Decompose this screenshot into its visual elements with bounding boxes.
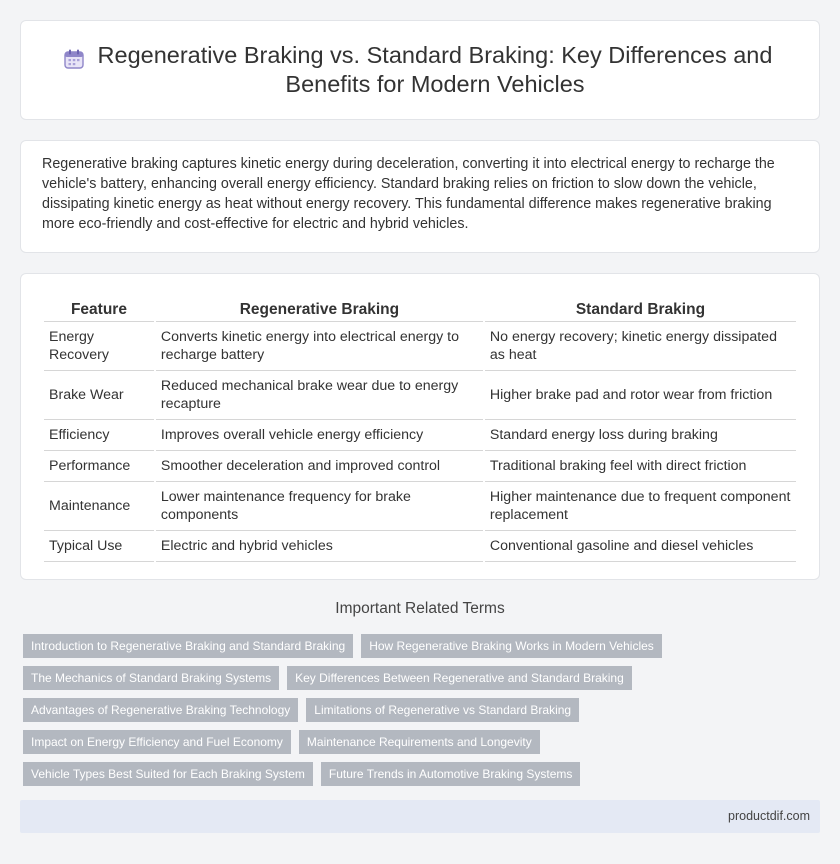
comparison-table-card (20, 273, 820, 580)
related-tag-link[interactable]: Impact on Energy Efficiency and Fuel Economy (23, 730, 291, 754)
column-header-regenerative: Regenerative Braking (156, 296, 483, 322)
table-cell-feature: Efficiency (44, 420, 154, 451)
table-cell-regenerative: Lower maintenance frequency for brake components (156, 482, 483, 531)
related-tag-link[interactable]: Key Differences Between Regenerative and Standard Braking (287, 666, 632, 690)
table-cell-regenerative: Electric and hybrid vehicles (156, 531, 483, 562)
related-tag-link[interactable]: Vehicle Types Best Suited for Each Braking System (23, 762, 313, 786)
intro-text: Regenerative braking captures kinetic energy during deceleration, converting it into electrical energy to recharge the vehicle's battery, enhancing overall energy efficiency. Standard braking relies on friction to slow down the vehicle, dissipating kinetic energy as heat without energy recovery. This fundamental difference makes regenerative braking more eco-friendly and cost-effective for electric and hybrid vehicles. (42, 156, 775, 232)
table-cell-feature: Maintenance (44, 482, 154, 531)
table-cell-feature: Energy Recovery (44, 322, 154, 371)
table-cell-standard: Conventional gasoline and diesel vehicles (485, 531, 796, 562)
table-row (44, 371, 796, 420)
related-tag-link[interactable]: Limitations of Regenerative vs Standard Braking (306, 698, 579, 722)
table-row (44, 531, 796, 562)
related-tags-row (23, 634, 662, 658)
table-cell-standard: Higher brake pad and rotor wear from friction (485, 371, 796, 420)
related-tags-row (23, 666, 632, 690)
comparison-table (42, 296, 798, 562)
related-tag-link[interactable]: Maintenance Requirements and Longevity (299, 730, 540, 754)
footer-bar (20, 800, 820, 833)
related-tags-row (23, 762, 580, 786)
table-cell-feature: Typical Use (44, 531, 154, 562)
related-tag-link[interactable]: How Regenerative Braking Works in Modern Vehicles (361, 634, 662, 658)
table-row (44, 322, 796, 371)
table-cell-standard: Traditional braking feel with direct friction (485, 451, 796, 482)
table-cell-standard: Higher maintenance due to frequent component replacement (485, 482, 796, 531)
related-tag-link[interactable]: The Mechanics of Standard Braking Systems (23, 666, 279, 690)
table-cell-standard: No energy recovery; kinetic energy dissipated as heat (485, 322, 796, 371)
column-header-feature: Feature (44, 296, 154, 322)
table-cell-feature: Brake Wear (44, 371, 154, 420)
related-tags-row (23, 698, 579, 722)
table-cell-standard: Standard energy loss during braking (485, 420, 796, 451)
related-tags-row (23, 730, 540, 754)
table-row (44, 420, 796, 451)
table-cell-regenerative: Converts kinetic energy into electrical energy to recharge battery (156, 322, 483, 371)
table-cell-regenerative: Smoother deceleration and improved control (156, 451, 483, 482)
related-terms-heading: Important Related Terms (335, 600, 505, 617)
table-header-row (44, 296, 796, 322)
table-row (44, 451, 796, 482)
footer-site-link[interactable]: productdif.com (728, 809, 810, 823)
page-title: Regenerative Braking vs. Standard Braking: Key Differences and Benefits for Modern Vehicles (97, 42, 773, 97)
table-row (44, 482, 796, 531)
related-tag-link[interactable]: Future Trends in Automotive Braking Systems (321, 762, 580, 786)
related-tag-link[interactable]: Advantages of Regenerative Braking Technology (23, 698, 298, 722)
column-header-standard: Standard Braking (485, 296, 796, 322)
table-cell-regenerative: Reduced mechanical brake wear due to energy recapture (156, 371, 483, 420)
related-tag-link[interactable]: Introduction to Regenerative Braking and Standard Braking (23, 634, 353, 658)
table-cell-regenerative: Improves overall vehicle energy efficiency (156, 420, 483, 451)
table-cell-feature: Performance (44, 451, 154, 482)
header-card (20, 20, 820, 120)
intro-card (20, 140, 820, 253)
